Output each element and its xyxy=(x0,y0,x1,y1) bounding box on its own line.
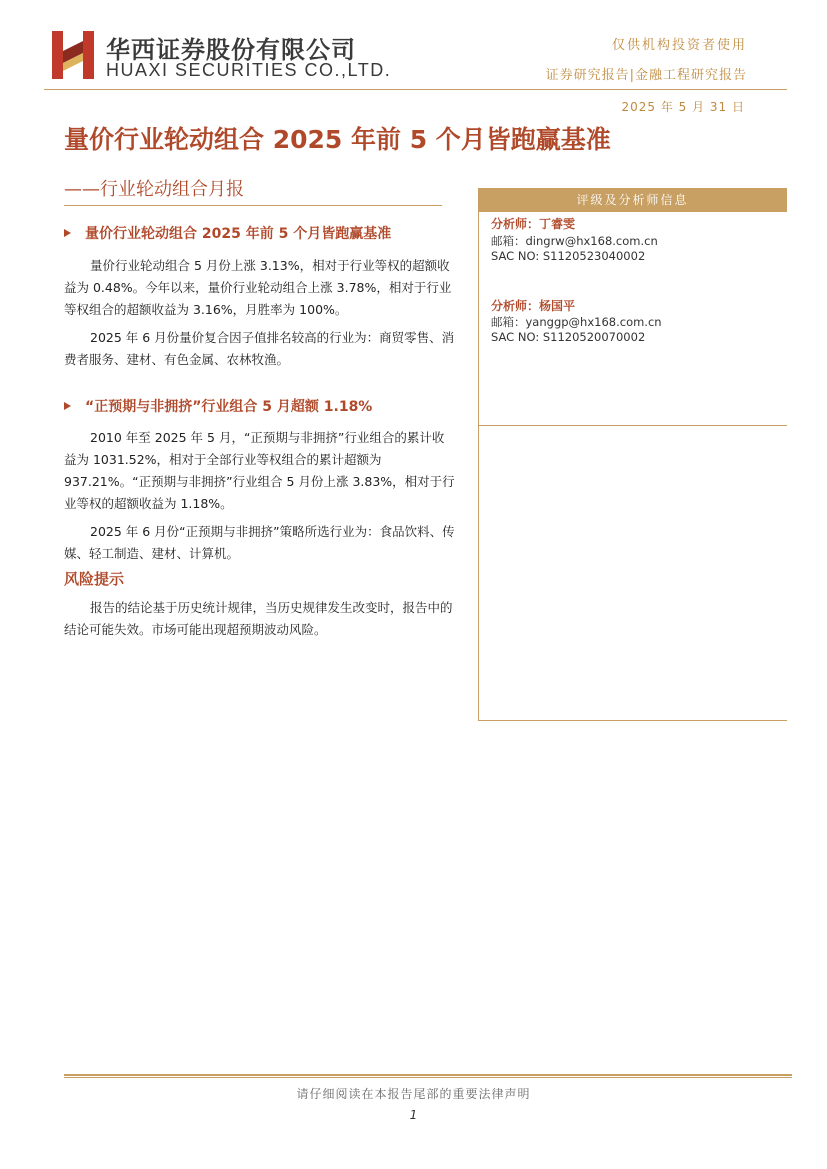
report-type: 证券研究报告|金融工程研究报告 xyxy=(545,68,747,83)
header-divider xyxy=(44,89,787,90)
sidebar-divider xyxy=(478,425,787,426)
analyst-email-2[interactable]: 邮箱：yanggp@hx168.com.cn xyxy=(491,315,662,329)
bullet-triangle-icon xyxy=(64,229,71,237)
section-2-paragraph-1: 2010 年至 2025 年 5 月，“正预期与非拥挤”行业组合的累计收益为 1031.52%，相对于全部行业等权组合的累计超额为 937.21%。“正预期与非拥挤”行业组合 5 月份上涨 3.83%，相对于行业等权的超额收益为 1.18%。 xyxy=(64,430,455,511)
bullet-triangle-icon xyxy=(64,402,71,410)
section-heading-1-text: 量价行业轮动组合 2025 年前 5 个月皆跑赢基准 xyxy=(85,226,392,242)
section-heading-2-text: “正预期与非拥挤”行业组合 5 月超额 1.18% xyxy=(85,399,373,415)
page-number: 1 xyxy=(409,1108,418,1122)
company-name-cn: 华西证券股份有限公司 xyxy=(106,35,356,64)
analyst-name-2: 分析师：杨国平 xyxy=(491,299,576,313)
analyst-panel-heading: 评级及分析师信息 xyxy=(478,188,787,212)
report-title: 量价行业轮动组合 2025 年前 5 个月皆跑赢基准 xyxy=(64,125,611,154)
legal-notice: 请仔细阅读在本报告尾部的重要法律声明 xyxy=(296,1087,531,1101)
section-1-body xyxy=(64,255,456,371)
analyst-sac-2: SAC NO: S1120520070002 xyxy=(491,330,646,344)
section-1-paragraph-1: 量价行业轮动组合 5 月份上涨 3.13%，相对于行业等权的超额收益为 0.48%。今年以来，量价行业轮动组合上涨 3.78%，相对于行业等权组合的超额收益为 3.16%，月胜率为 100%。 xyxy=(64,258,452,317)
section-2-body xyxy=(64,427,456,565)
analyst-email-1[interactable]: 邮箱：dingrw@hx168.com.cn xyxy=(491,234,658,248)
company-name-en: HUAXI SECURITIES CO.,LTD. xyxy=(106,60,392,80)
report-date: 2025 年 5 月 31 日 xyxy=(621,100,745,114)
subtitle-underline xyxy=(64,205,442,206)
risk-heading: 风险提示 xyxy=(64,570,125,588)
section-heading-2 xyxy=(64,396,372,416)
risk-body xyxy=(64,597,456,641)
analyst-sac-1: SAC NO: S1120523040002 xyxy=(491,249,646,263)
report-subtitle: ——行业轮动组合月报 xyxy=(64,179,244,200)
footer-divider-thin xyxy=(64,1077,792,1078)
footer-divider xyxy=(64,1074,792,1076)
section-1-paragraph-2: 2025 年 6 月份量价复合因子值排名较高的行业为：商贸零售、消费者服务、建材、有色金属、农林牧渔。 xyxy=(64,330,455,367)
company-logo-icon xyxy=(52,31,94,79)
analyst-info-panel xyxy=(478,188,787,721)
section-2-paragraph-2: 2025 年 6 月份“正预期与非拥挤”策略所选行业为：食品饮料、传媒、轻工制造、建材、计算机。 xyxy=(64,524,455,561)
analyst-name-1: 分析师：丁睿雯 xyxy=(491,217,576,231)
audience-notice: 仅供机构投资者使用 xyxy=(611,38,747,53)
section-heading-1 xyxy=(64,223,391,243)
risk-paragraph: 报告的结论基于历史统计规律，当历史规律发生改变时，报告中的结论可能失效。市场可能出现超预期波动风险。 xyxy=(64,600,453,637)
